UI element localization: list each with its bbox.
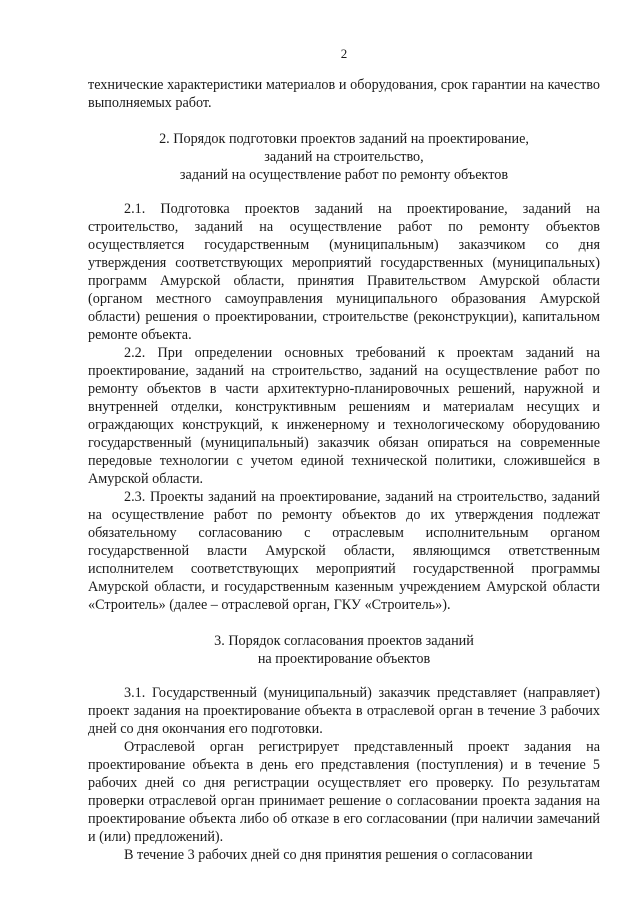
paragraph-2-2: 2.2. При определении основных требований к проектам заданий на проектирование, заданий на строительство, заданий на осуществление работ по ремонту объектов в части архитектурно-планировочных решений, наружной и внутренней отделки, конструктивным решениям и материалам несущих и ограждающих конструкций, к инженерному и технологическому оборудованию государственный (муниципальный) заказчик обязан опираться на современные передовые технологии с учетом единой технической политики, сложившейся в Амурской области. — [88, 345, 600, 487]
page-number: 2 — [340, 46, 348, 61]
paragraph-2-1: 2.1. Подготовка проектов заданий на проектирование, заданий на строительство, заданий на осуществление работ по ремонту объектов осуществляется государственным (муниципальным) заказчиком со дня утверждения соответствующих мероприятий государственных (муниципальных) программ Амурской области, принятия Правительством Амурской области (органом местного самоуправления муниципального образования Амурской области) решения о проектировании, строительстве (реконструкции), капитальном ремонте объекта. — [88, 201, 600, 343]
paragraph-3-1-approval: В течение 3 рабочих дней со дня принятия решения о согласовании — [124, 847, 533, 863]
paragraph-2-3: 2.3. Проекты заданий на проектирование, заданий на строительство, заданий на осуществление работ по ремонту объектов до их утверждения подлежат обязательному согласованию с отраслевым исполнительным органом государственной власти Амурской области, являющимся ответственным исполнителем соответствующих мероприятий государственной программы Амурской области, и государственным казенным учреждением Амурской области «Строитель» (далее – отраслевой орган, ГКУ «Строитель»). — [88, 489, 600, 613]
section-2-heading-line: заданий на осуществление работ по ремонту объектов — [179, 167, 509, 183]
section-2-heading-line: заданий на строительство, — [264, 149, 424, 165]
paragraph-3-1-registration: Отраслевой орган регистрирует представленный проект задания на проектирование объекта в день его представления (поступления) и в течение 5 рабочих дней со дня регистрации осуществляет его проверку. По результатам проверки отраслевой орган принимает решение о согласовании проекта задания на проектирование объекта либо об отказе в его согласовании (при наличии замечаний и (или) предложений). — [88, 739, 600, 845]
section-2-heading-line: 2. Порядок подготовки проектов заданий на проектирование, — [159, 131, 529, 147]
section-3-heading-line: 3. Порядок согласования проектов заданий — [214, 633, 474, 649]
section-3-heading — [88, 632, 600, 668]
intro-paragraph: технические характеристики материалов и оборудования, срок гарантии на качество выполняемых работ. — [88, 77, 600, 111]
paragraph-3-1: 3.1. Государственный (муниципальный) заказчик представляет (направляет) проект задания на проектирование объекта в отраслевой орган в течение 3 рабочих дней со дня окончания его подготовки. — [88, 685, 600, 737]
section-2-heading — [88, 130, 600, 184]
section-3-heading-line: на проектирование объектов — [257, 651, 431, 667]
